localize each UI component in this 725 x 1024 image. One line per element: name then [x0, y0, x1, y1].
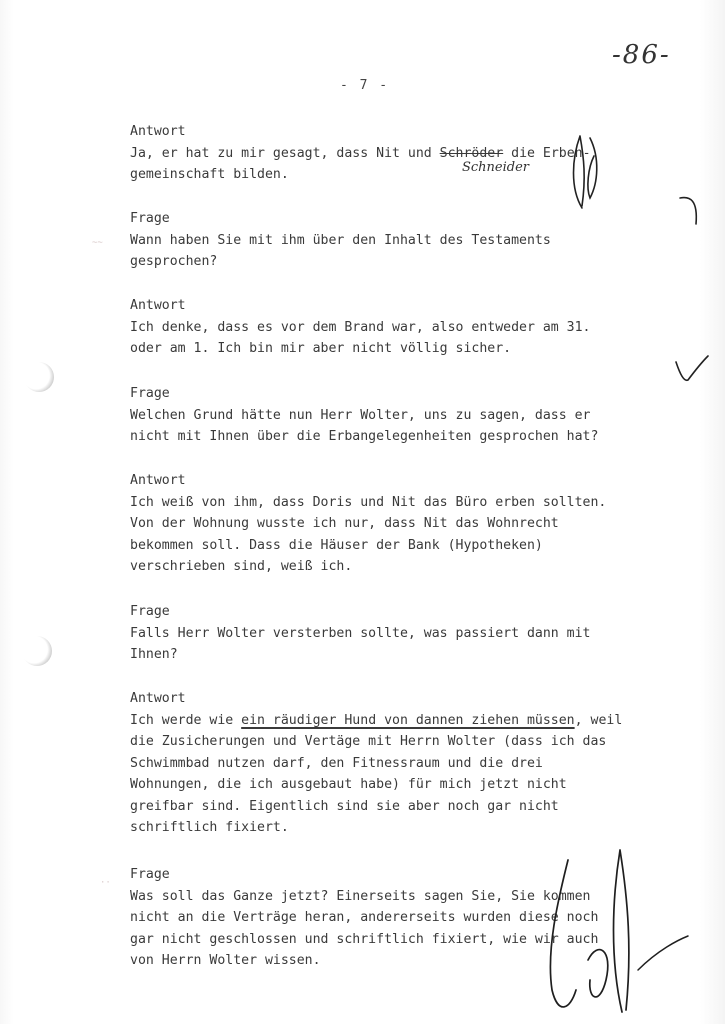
- handwritten-correction: Schneider: [462, 160, 530, 175]
- qa-line: verschrieben sind, weiß ich.: [130, 559, 353, 574]
- qa-line: Schwimmbad nutzen darf, den Fitnessraum und die drei: [130, 755, 543, 771]
- qa-line: Von der Wohnung wusste ich nur, dass Nit das Wohnrecht: [130, 516, 559, 531]
- qa-label: Antwort: [130, 473, 186, 488]
- qa-block: [130, 295, 670, 360]
- qa-line: Falls Herr Wolter versterben sollte, was passiert dann mit: [130, 625, 591, 641]
- qa-line: gemeinschaft bilden.: [130, 167, 289, 182]
- qa-line: nicht mit Ihnen über die Erbangelegenheiten gesprochen hat?: [130, 429, 599, 444]
- qa-line: Wohnungen, die ich ausgebaut habe) für mich jetzt nicht: [130, 777, 567, 792]
- qa-line: Ihnen?: [130, 647, 178, 662]
- qa-label: Frage: [130, 867, 170, 882]
- qa-line: bekommen soll. Dass die Häuser der Bank (Hypotheken): [130, 537, 543, 553]
- qa-line: Ich weiß von ihm, dass Doris und Nit das Büro erben sollten.: [130, 494, 607, 510]
- faint-bleed-mark: ··: [100, 878, 111, 888]
- margin-mark-hook: [676, 192, 706, 228]
- qa-line: gesprochen?: [130, 254, 218, 269]
- underlined-phrase: ein räudiger Hund von dannen ziehen müssen: [241, 712, 575, 728]
- qa-label: Frage: [130, 211, 170, 226]
- qa-line: Ja, er hat zu mir gesagt, dass Nit und Schröder die Erben-: [130, 145, 591, 161]
- qa-block: [130, 208, 670, 273]
- qa-label: Frage: [130, 386, 170, 401]
- qa-label: Antwort: [130, 298, 186, 313]
- qa-line: gar nicht geschlossen und schriftlich fixiert, wie wir auch: [130, 931, 599, 947]
- qa-line: Wann haben Sie mit ihm über den Inhalt des Testaments: [130, 232, 551, 248]
- qa-line: Ich werde wie ein räudiger Hund von dannen ziehen müssen, weil: [130, 712, 623, 728]
- qa-line: Ich denke, dass es vor dem Brand war, also entweder am 31.: [130, 319, 591, 335]
- handwritten-page-number: -86-: [612, 40, 671, 70]
- qa-label: Antwort: [130, 124, 186, 139]
- qa-line: greifbar sind. Eigentlich sind sie aber noch gar nicht: [130, 798, 559, 814]
- check-mark-icon: [672, 352, 712, 386]
- qa-line: schriftlich fixiert.: [130, 820, 289, 835]
- qa-label: Frage: [130, 604, 170, 619]
- qa-line: Welchen Grund hätte nun Herr Wolter, uns zu sagen, dass er: [130, 407, 591, 423]
- qa-block: [130, 470, 670, 578]
- punch-hole-upper: [24, 362, 54, 392]
- page-number: - 7 -: [340, 78, 390, 93]
- qa-line: nicht an die Verträge heran, andererseits wurden diese noch: [130, 910, 599, 925]
- qa-block: [130, 121, 670, 186]
- punch-hole-lower: [22, 636, 52, 666]
- qa-block: [130, 383, 670, 448]
- struck-word: Schröder: [439, 145, 504, 161]
- qa-label: Antwort: [130, 691, 186, 706]
- qa-block: [130, 864, 670, 972]
- qa-line: oder am 1. Ich bin mir aber nicht völlig sicher.: [130, 341, 512, 356]
- qa-line: von Herrn Wolter wissen.: [130, 953, 321, 968]
- qa-line: Was soll das Ganze jetzt? Einerseits sagen Sie, Sie kommen: [130, 888, 591, 904]
- faint-bleed-mark: ~~: [92, 238, 103, 248]
- qa-block: [130, 601, 670, 666]
- qa-block: [130, 688, 670, 839]
- qa-line: die Zusicherungen und Vertäge mit Herrn Wolter (dass ich das: [130, 734, 607, 749]
